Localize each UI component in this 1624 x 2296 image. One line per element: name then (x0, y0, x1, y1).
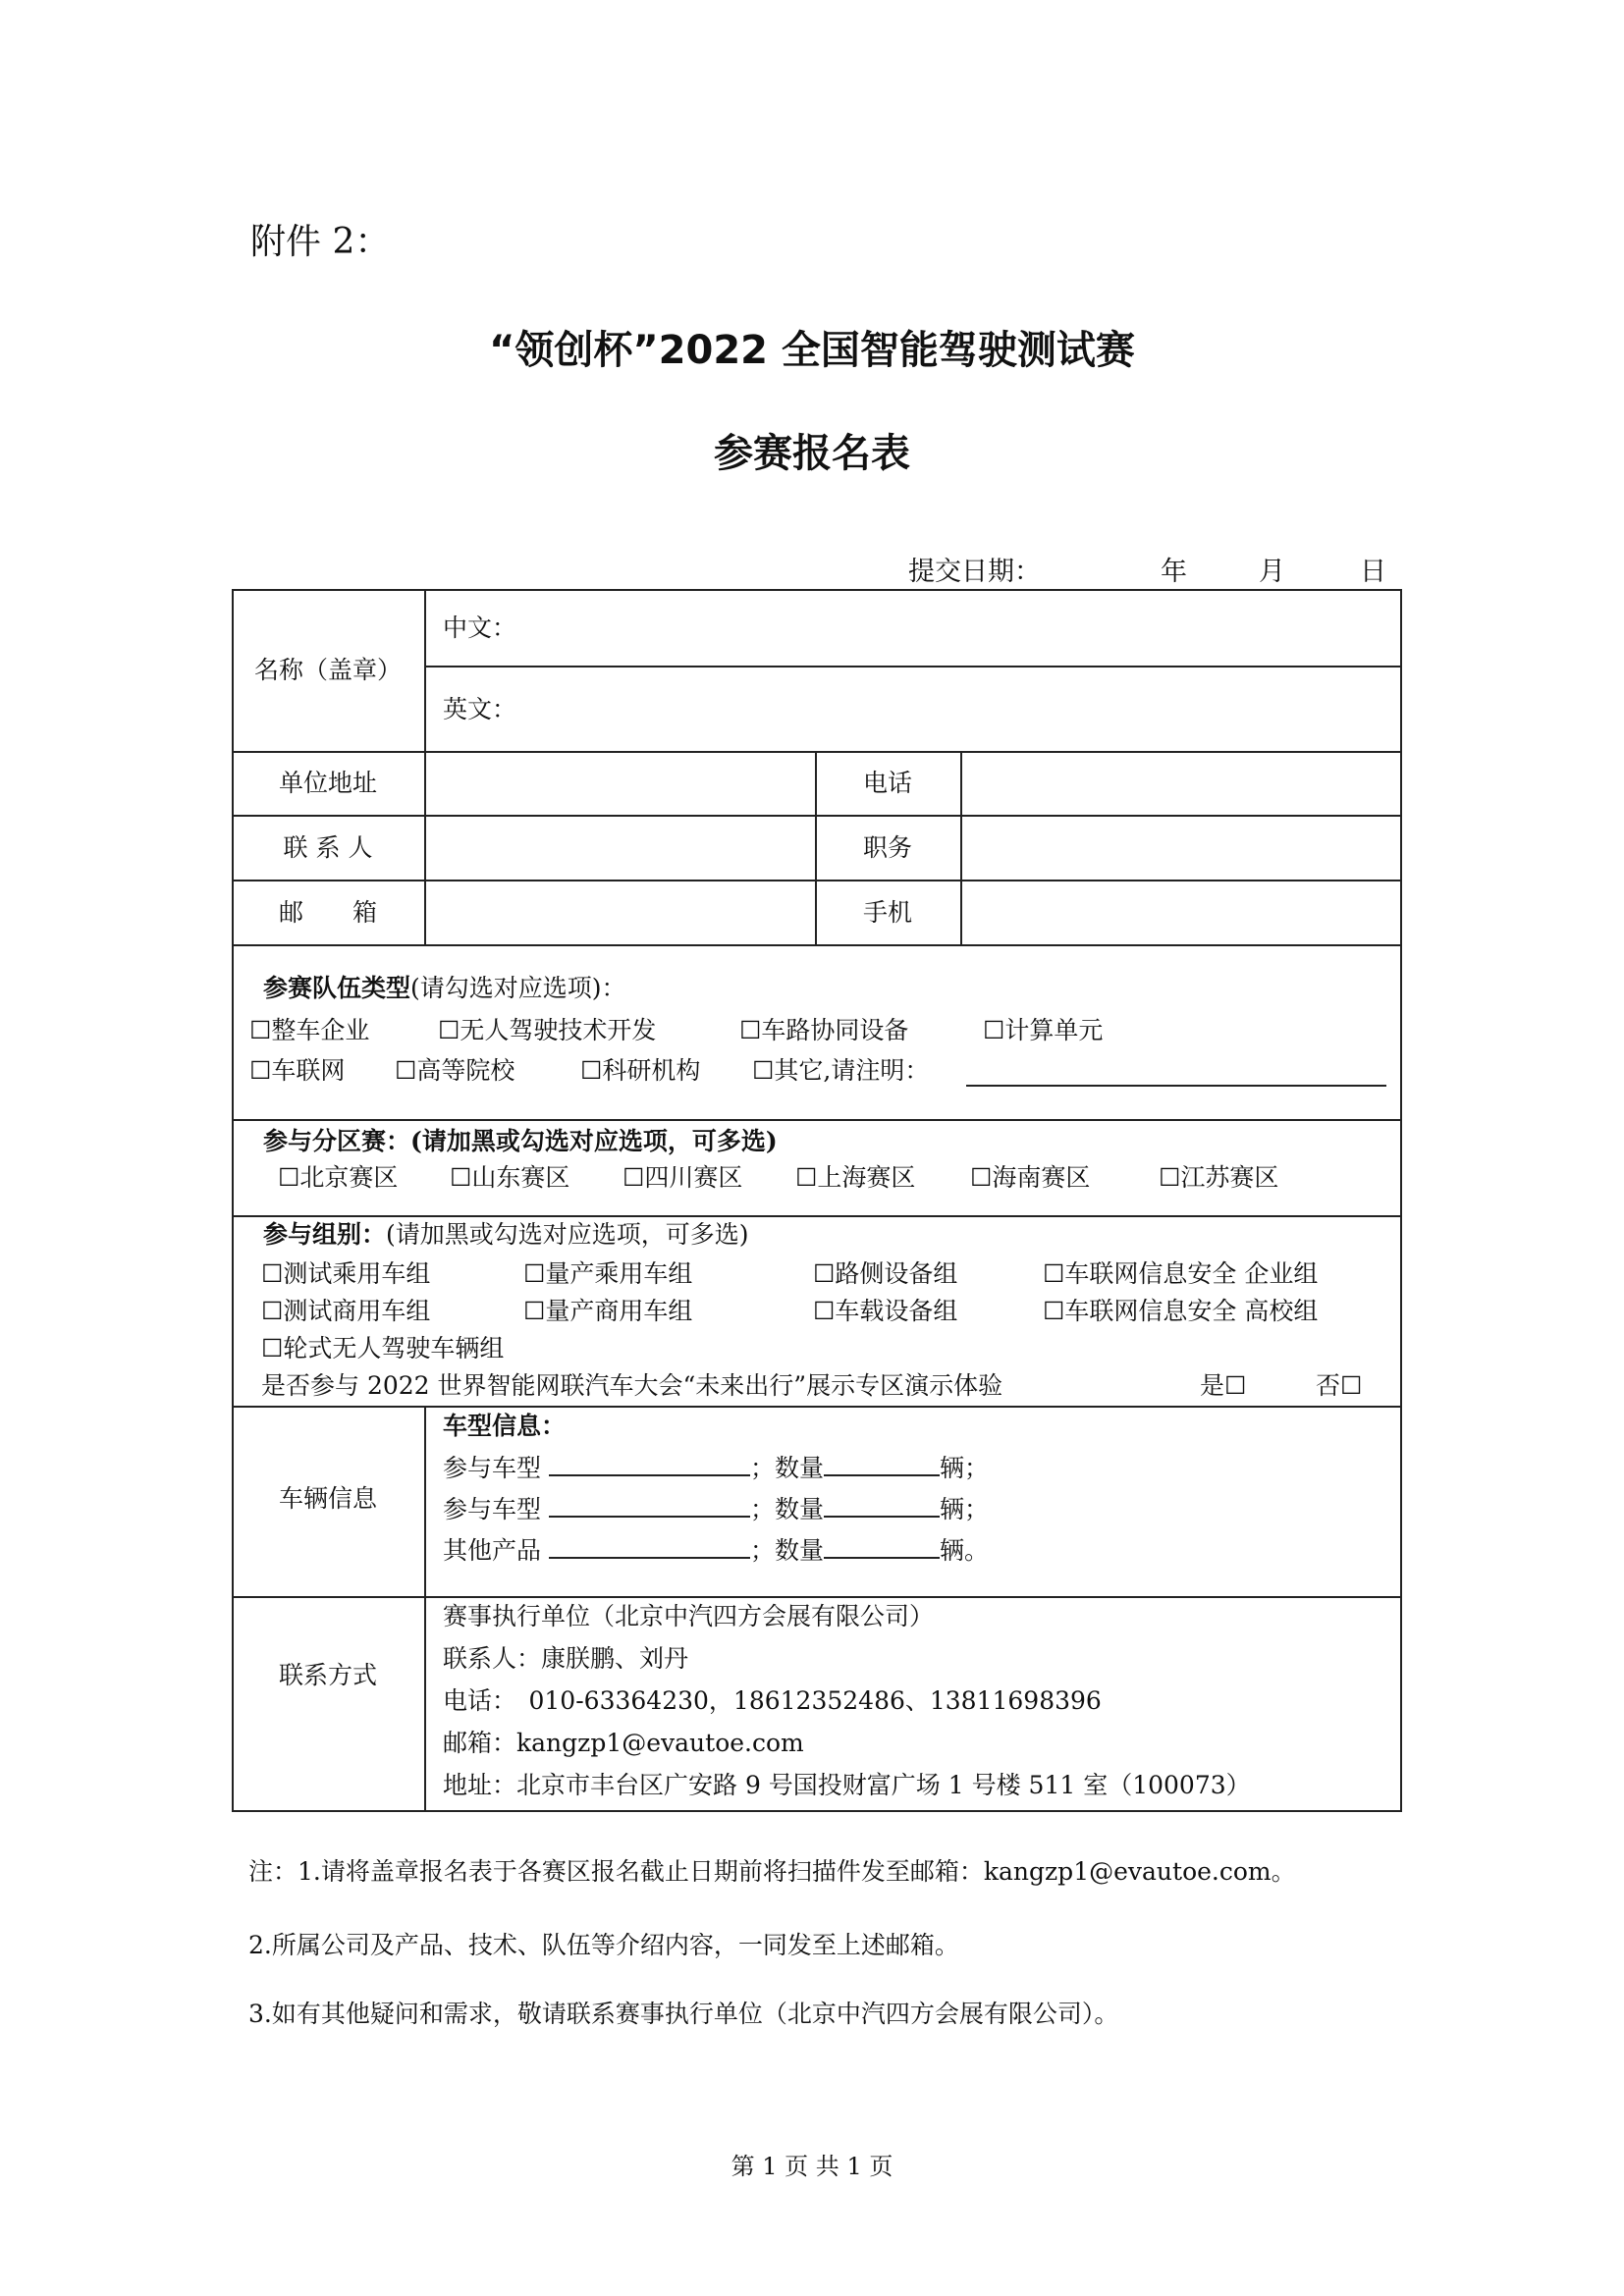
group-heading (263, 1220, 749, 1250)
date-year: 年 (1161, 557, 1187, 587)
date-day: 日 (1360, 557, 1386, 587)
vehicle-model-blank[interactable] (549, 1535, 750, 1559)
vehicle-row-qty: ；数量 (749, 1454, 824, 1482)
checkbox-region-beijing[interactable]: ☐北京赛区 (278, 1163, 399, 1192)
vehicle-row-name: 参与车型 (443, 1495, 542, 1523)
checkbox-region-sichuan[interactable]: ☐四川赛区 (623, 1163, 743, 1192)
contact-address-line: 地址：北京市丰台区广安路 9 号国投财富广场 1 号楼 511 室（100073） (443, 1771, 1251, 1799)
vehicle-row-unit: 辆。 (939, 1536, 989, 1565)
note-1: 注：1.请将盖章报名表于各赛区报名截止日期前将扫描件发至邮箱：kangzp1@evautoe.com。 (248, 1857, 1296, 1886)
vehicle-qty-blank[interactable] (824, 1494, 940, 1518)
checkbox-region-shanghai[interactable]: ☐上海赛区 (795, 1163, 916, 1192)
checkbox-region-hainan[interactable]: ☐海南赛区 (970, 1163, 1091, 1192)
note-2: 2.所属公司及产品、技术、队伍等介绍内容，一同发至上述邮箱。 (248, 1931, 959, 1959)
page-footer: 第 1 页 共 1 页 (731, 2153, 893, 2180)
position-label: 职务 (862, 833, 912, 862)
checkbox-demo-yes[interactable]: 是☐ (1200, 1371, 1247, 1400)
vehicle-row-name: 其他产品 (443, 1536, 542, 1565)
checkbox-demo-no[interactable]: 否☐ (1316, 1371, 1363, 1400)
vehicle-type-heading: 车型信息： (443, 1412, 567, 1440)
vehicle-model-blank[interactable] (549, 1453, 750, 1476)
document-title: “领创杯”2022 全国智能驾驶测试赛 (489, 328, 1135, 373)
vehicle-row-unit: 辆； (939, 1454, 989, 1482)
contact-phone-line: 电话： 010-63364230，18612352486、13811698396 (443, 1686, 1102, 1715)
contact-people-line: 联系人：康朕鹏、刘丹 (443, 1644, 689, 1673)
vehicle-row-qty: ；数量 (749, 1495, 824, 1523)
demo-question: 是否参与 2022 世界智能网联汽车大会“未来出行”展示专区演示体验 (261, 1371, 1003, 1400)
team-type-hint: (请勾选对应选项)： (410, 974, 626, 1002)
checkbox-university[interactable]: ☐高等院校 (395, 1056, 515, 1085)
name-chinese-field[interactable]: 中文： (443, 614, 517, 642)
vehicle-info-label: 车辆信息 (278, 1484, 377, 1513)
region-heading: 参与分区赛：(请加黑或勾选对应选项，可多选) (263, 1127, 778, 1155)
name-english-field[interactable]: 英文： (443, 695, 517, 723)
email-label: 邮 箱 (278, 898, 377, 927)
mobile-label: 手机 (862, 898, 912, 927)
checkbox-vehicle-enterprise[interactable]: ☐整车企业 (249, 1016, 370, 1044)
checkbox-autonomous-dev[interactable]: ☐无人驾驶技术开发 (438, 1016, 657, 1044)
team-type-title: 参赛队伍类型 (263, 974, 411, 1002)
checkbox-security-enterprise[interactable]: ☐车联网信息安全 企业组 (1043, 1259, 1319, 1288)
annex-label: 附件 2： (250, 222, 391, 262)
vehicle-row-unit: 辆； (939, 1495, 989, 1523)
checkbox-connected-vehicle[interactable]: ☐车联网 (249, 1056, 346, 1085)
contact-email-line[interactable]: 邮箱：kangzp1@evautoe.com (443, 1729, 804, 1757)
vehicle-row-qty: ；数量 (749, 1536, 824, 1565)
checkbox-test-commercial[interactable]: ☐测试商用车组 (261, 1297, 431, 1325)
other-specify-blank[interactable] (966, 1085, 1386, 1087)
document-subtitle: 参赛报名表 (714, 431, 910, 476)
group-hint: (请加黑或勾选对应选项，可多选) (386, 1220, 749, 1249)
vehicle-row[interactable] (443, 1535, 989, 1566)
vehicle-qty-blank[interactable] (824, 1453, 940, 1476)
checkbox-v2x-equipment[interactable]: ☐车路协同设备 (739, 1016, 909, 1044)
date-label: 提交日期： (908, 557, 1041, 587)
checkbox-production-passenger[interactable]: ☐量产乘用车组 (523, 1259, 693, 1288)
checkbox-production-commercial[interactable]: ☐量产商用车组 (523, 1297, 693, 1325)
checkbox-region-jiangsu[interactable]: ☐江苏赛区 (1159, 1163, 1279, 1192)
checkbox-research-institute[interactable]: ☐科研机构 (580, 1056, 701, 1085)
registration-form-table (232, 589, 1402, 1812)
address-label: 单位地址 (278, 769, 377, 797)
organizer-line: 赛事执行单位（北京中汽四方会展有限公司） (443, 1602, 935, 1630)
submit-date (908, 550, 1041, 588)
vehicle-row-name: 参与车型 (443, 1454, 542, 1482)
checkbox-onboard-device[interactable]: ☐车载设备组 (813, 1297, 958, 1325)
vehicle-qty-blank[interactable] (824, 1535, 940, 1559)
contact-person-label: 联 系 人 (283, 833, 373, 862)
name-seal-label: 名称（盖章） (253, 656, 402, 684)
group-title: 参与组别： (263, 1220, 387, 1249)
vehicle-row[interactable] (443, 1494, 989, 1524)
date-month: 月 (1259, 557, 1285, 587)
phone-label: 电话 (862, 769, 912, 797)
checkbox-compute-unit[interactable]: ☐计算单元 (983, 1016, 1104, 1044)
checkbox-security-university[interactable]: ☐车联网信息安全 高校组 (1043, 1297, 1319, 1325)
team-type-heading (263, 974, 626, 1003)
checkbox-region-shandong[interactable]: ☐山东赛区 (450, 1163, 570, 1192)
checkbox-wheeled-unmanned[interactable]: ☐轮式无人驾驶车辆组 (261, 1334, 505, 1362)
note-3: 3.如有其他疑问和需求，敬请联系赛事执行单位（北京中汽四方会展有限公司）。 (248, 2000, 1119, 2028)
contact-method-label: 联系方式 (278, 1661, 377, 1689)
checkbox-other[interactable]: ☐其它,请注明： (752, 1056, 930, 1085)
vehicle-row[interactable] (443, 1453, 989, 1483)
checkbox-roadside-device[interactable]: ☐路侧设备组 (813, 1259, 958, 1288)
vehicle-model-blank[interactable] (549, 1494, 750, 1518)
checkbox-test-passenger[interactable]: ☐测试乘用车组 (261, 1259, 431, 1288)
